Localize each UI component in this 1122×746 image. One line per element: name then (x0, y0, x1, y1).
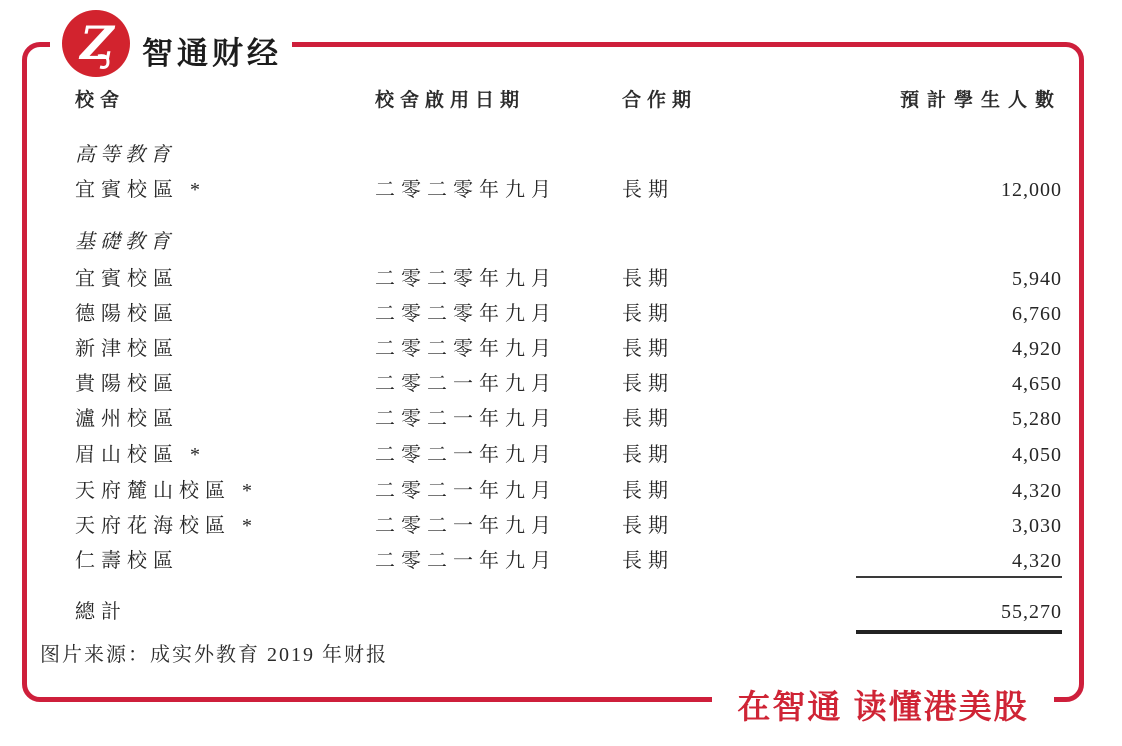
campus-students: 4,920 (1012, 338, 1062, 360)
campus-name: 天府麓山校區 * (75, 480, 258, 502)
zhitong-logo-icon (62, 10, 130, 77)
campus-term: 長期 (622, 515, 674, 537)
subtotal-rule (856, 576, 1062, 578)
campus-students: 12,000 (1001, 179, 1062, 201)
campus-date: 二零二一年九月 (375, 515, 557, 537)
campus-name: 瀘州校區 (75, 408, 179, 430)
campus-date: 二零二一年九月 (375, 480, 557, 502)
campus-date: 二零二零年九月 (375, 179, 557, 201)
campus-date: 二零二零年九月 (375, 268, 557, 290)
campus-date: 二零二一年九月 (375, 444, 557, 466)
campus-term: 長期 (622, 373, 674, 395)
campus-term: 長期 (622, 268, 674, 290)
campus-name: 宜賓校區 * (75, 179, 206, 201)
total-students: 55,270 (1001, 601, 1062, 623)
table-header-row (0, 86, 1122, 116)
campus-name: 眉山校區 * (75, 444, 206, 466)
total-label: 總計 (75, 601, 127, 623)
svg-text:Z: Z (80, 16, 114, 70)
campus-term: 長期 (622, 303, 674, 325)
footer-slogan: 在智通 读懂港美股 (737, 687, 1029, 725)
table-row (0, 264, 1122, 294)
header-opening-date: 校舍啟用日期 (375, 90, 526, 111)
campus-students: 5,280 (1012, 408, 1062, 430)
header-campus: 校舍 (75, 90, 126, 111)
section-row-basic-education (0, 227, 1122, 257)
campus-students: 6,760 (1012, 303, 1062, 325)
footer-slogan-block (712, 676, 1054, 732)
campus-name: 仁壽校區 (75, 550, 179, 572)
header-cooperation-term: 合作期 (622, 90, 698, 111)
table-row (0, 299, 1122, 329)
campus-term: 長期 (622, 408, 674, 430)
campus-name: 德陽校區 (75, 303, 179, 325)
campus-date: 二零二零年九月 (375, 338, 557, 360)
campus-date: 二零二一年九月 (375, 550, 557, 572)
campus-students: 4,320 (1012, 550, 1062, 572)
section-label: 基礎教育 (75, 231, 175, 253)
table-row (0, 440, 1122, 470)
campus-term: 長期 (622, 480, 674, 502)
campus-date: 二零二一年九月 (375, 408, 557, 430)
total-row (0, 597, 1122, 627)
table-row (0, 404, 1122, 434)
table-row (0, 511, 1122, 541)
campus-date: 二零二零年九月 (375, 303, 557, 325)
campus-students: 4,320 (1012, 480, 1062, 502)
campus-students: 3,030 (1012, 515, 1062, 537)
campus-name: 貴陽校區 (75, 373, 179, 395)
campus-students: 5,940 (1012, 268, 1062, 290)
campus-name: 天府花海校區 * (75, 515, 258, 537)
campus-students: 4,650 (1012, 373, 1062, 395)
campus-date: 二零二一年九月 (375, 373, 557, 395)
campus-term: 長期 (622, 550, 674, 572)
campus-term: 長期 (622, 179, 674, 201)
table-row (0, 476, 1122, 506)
table-row (0, 369, 1122, 399)
section-row-higher-education (0, 140, 1122, 170)
campus-name: 新津校區 (75, 338, 179, 360)
campus-term: 長期 (622, 444, 674, 466)
table-row (0, 175, 1122, 205)
grand-total-rule (856, 630, 1062, 634)
campus-term: 長期 (622, 338, 674, 360)
campus-students: 4,050 (1012, 444, 1062, 466)
header-expected-students: 預計學生人數 (899, 90, 1062, 111)
brand-header (50, 4, 292, 82)
image-source-note: 图片来源：成实外教育 2019 年财报 (40, 644, 388, 666)
brand-title: 智通财经 (142, 36, 282, 71)
table-row (0, 546, 1122, 576)
section-label: 高等教育 (75, 144, 175, 166)
zhitong-monogram-icon (62, 10, 130, 77)
campus-name: 宜賓校區 (75, 268, 179, 290)
table-row (0, 334, 1122, 364)
